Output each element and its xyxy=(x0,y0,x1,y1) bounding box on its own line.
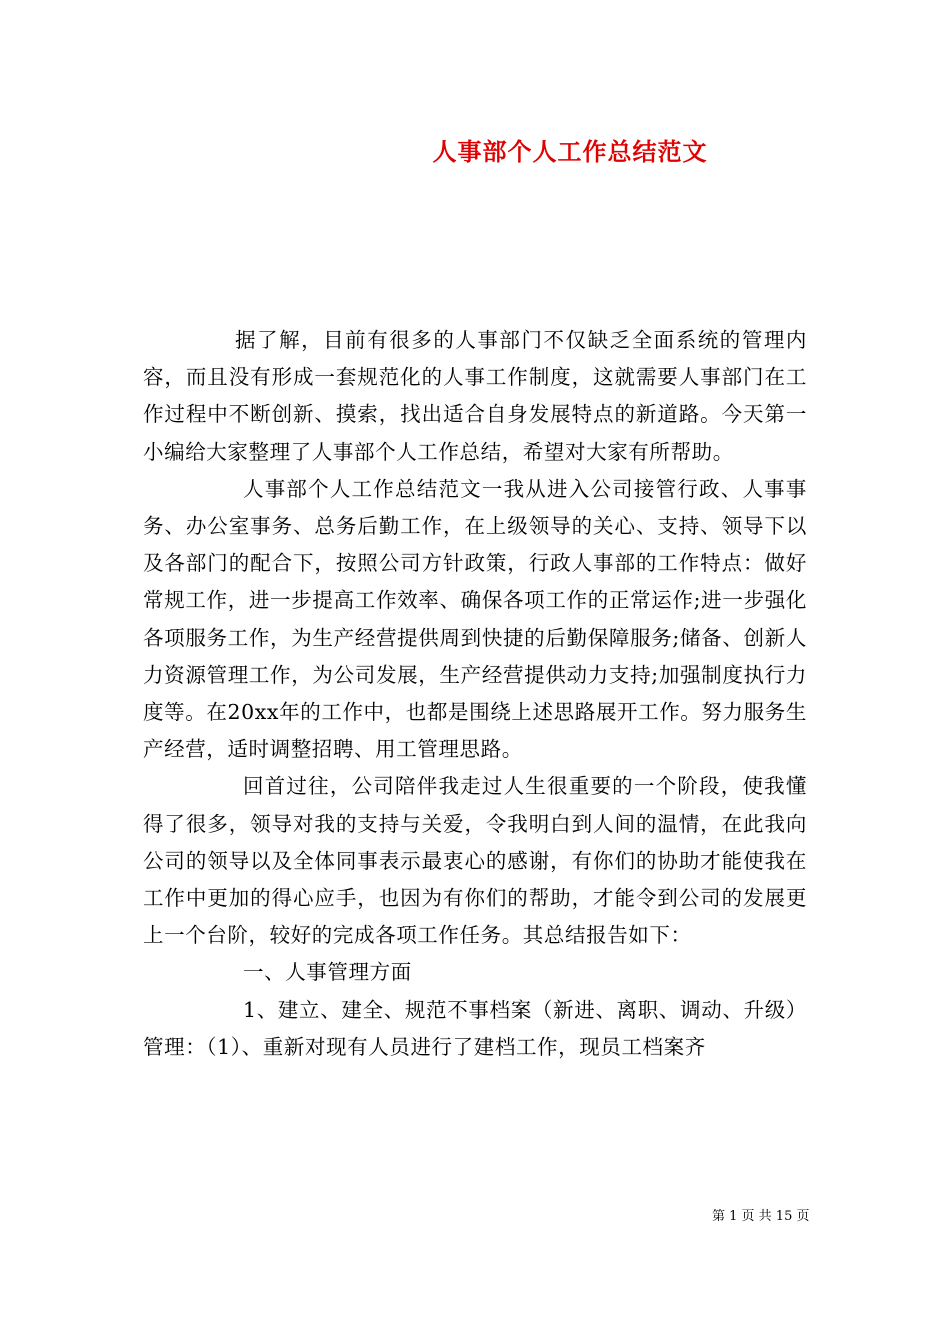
paragraph-intro: 据了解，目前有很多的人事部门不仅缺乏全面系统的管理内容，而且没有形成一套规范化的人事工作制度，这就需要人事部门在工作过程中不断创新、摸索，找出适合自身发展特点的新道路。今天第一小编给大家整理了人事部个人工作总结，希望对大家有所帮助。 xyxy=(143,328,807,464)
paragraph-archives: 1、建立、建全、规范不事档案（新进、离职、调动、升级）管理：（1）、重新对现有人员进行了建档工作，现员工档案齐 xyxy=(143,997,807,1059)
document-body xyxy=(143,322,807,1066)
paragraph-summary-one: 人事部个人工作总结范文一我从进入公司接管行政、人事事务、办公室事务、总务后勤工作，在上级领导的关心、支持、领导下以及各部门的配合下，按照公司方针政策，行政人事部的工作特点：做好常规工作，进一步提高工作效率、确保各项工作的正常运作;进一步强化各项服务工作，为生产经营提供周到快捷的后勤保障服务;储备、创新人力资源管理工作，为公司发展，生产经营提供动力支持;加强制度执行力度等。在20xx年的工作中，也都是围绕上述思路展开工作。努力服务生产经营，适时调整招聘、用工管理思路。 xyxy=(143,476,807,762)
page-number-footer: 第 1 页 共 15 页 xyxy=(712,1209,810,1224)
page-title: 人事部个人工作总结范文 xyxy=(432,137,708,166)
section-heading-personnel: 一、人事管理方面 xyxy=(243,960,412,985)
paragraph-retrospect: 回首过往，公司陪伴我走过人生很重要的一个阶段，使我懂得了很多，领导对我的支持与关爱，令我明白到人间的温情，在此我向公司的领导以及全体同事表示最衷心的感谢，有你们的协助才能使我在工作中更加的得心应手，也因为有你们的帮助，才能令到公司的发展更上一个台阶，较好的完成各项工作任务。其总结报告如下： xyxy=(143,774,807,948)
